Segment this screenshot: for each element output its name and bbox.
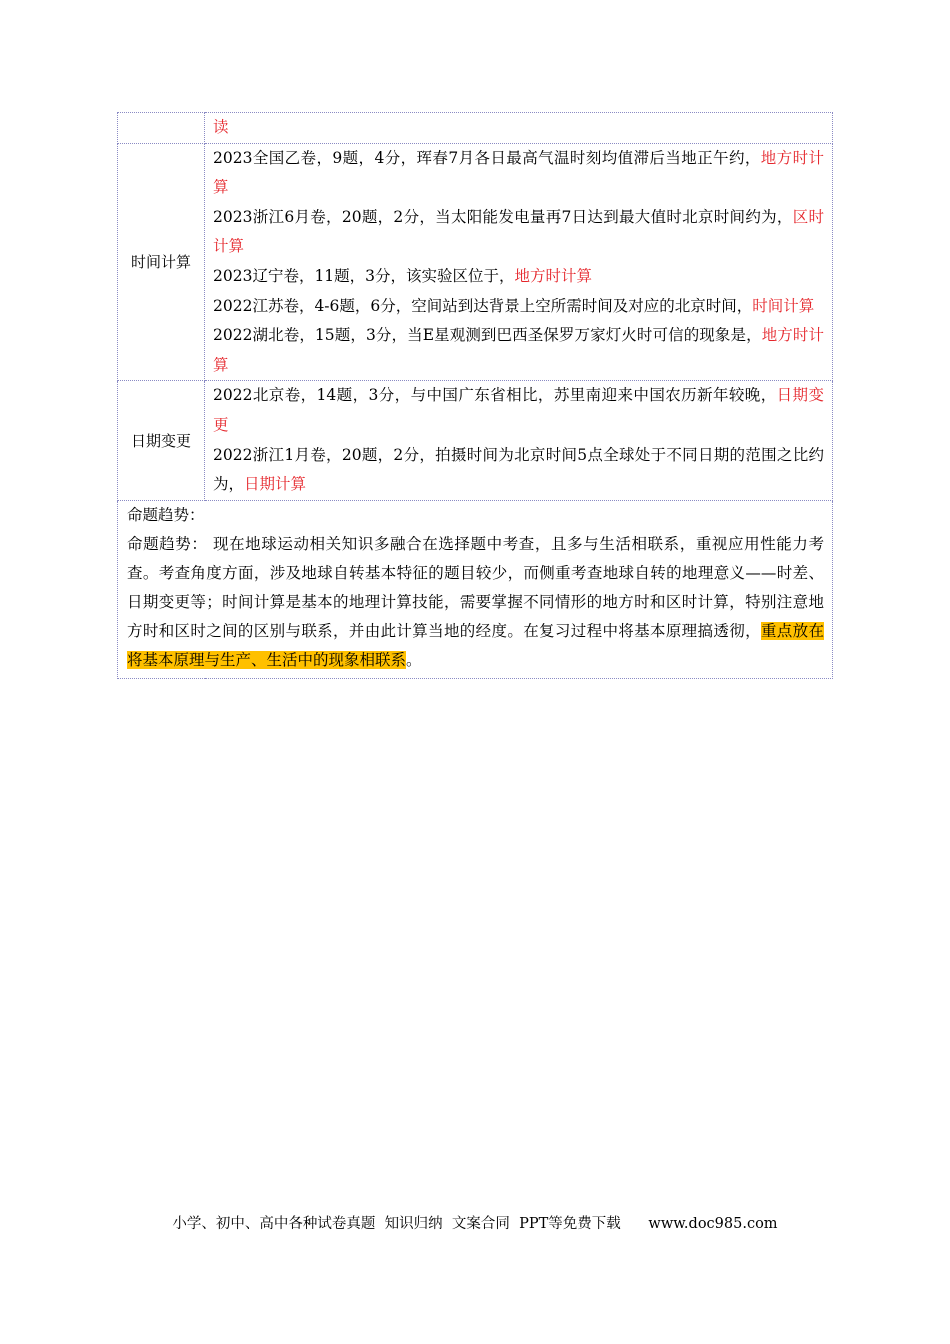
item-tag: 地方时计算 [213,326,824,374]
list-item [213,292,824,322]
table-row [118,500,833,678]
item-text: 2023浙江6月卷，20题，2分，当太阳能发电量再7日达到最大值时北京时间约为， [213,207,793,226]
table-cell [205,113,833,144]
category-date-change: 日期变更 [118,381,205,500]
table-cell [205,381,833,500]
item-tag: 地方时计算 [213,148,824,197]
item-tag: 日期变更 [213,386,824,434]
page-footer: 小学、初中、高中各种试卷真题 知识归纳 文案合同 PPT等免费下载 www.doc985.com [172,1216,778,1232]
item-tag: 地方时计算 [514,266,593,285]
trend-heading: 命题趋势： [127,505,205,524]
list-item [213,381,824,440]
trend-end: 。 [406,650,422,669]
item-text: 2022湖北卷，15题，3分，当E星观测到巴西圣保罗万家灯火时可信的现象是， [213,326,762,345]
category-time-calc: 时间计算 [118,143,205,381]
table-row [118,143,833,381]
list-item [213,441,824,500]
item-text: 2023全国乙卷，9题，4分，珲春7月各日最高气温时刻均值滞后当地正午约， [213,148,761,167]
exam-analysis-table [117,112,833,679]
continued-text: 读 [213,118,229,136]
trend-paragraph [127,530,824,675]
item-tag: 时间计算 [752,296,815,315]
list-item [213,321,824,380]
table-row [118,113,833,144]
trend-cell [118,500,833,678]
item-text: 2022北京卷，14题，3分，与中国广东省相比，苏里南迎来中国农历新年较晚， [213,386,777,405]
empty-category-cell [118,113,205,144]
list-item [213,144,824,203]
item-tag: 日期计算 [244,475,307,494]
item-text: 2022江苏卷，4-6题，6分，空间站到达背景上空所需时间及对应的北京时间， [213,296,753,315]
trend-lead: 命题趋势： 现在地球运动相关知识多融合在选择题中考查，且多与生活相联系，重视应用性能力考查。考查角度方面，涉及地球自转基本特征的题目较少，而侧重考查地球自转的地理意义——时差、日期变更等；时间计算是基本的地理计算技能，需要掌握不同情形的地方时和区时计算，特别注意地方时和区时之间的区别与联系，并由此计算当地的经度。在复习过程中将基本原理搞透彻， [127,534,824,640]
table-cell [205,143,833,381]
item-tag: 区时计算 [213,207,824,256]
table-row [118,381,833,500]
list-item [213,262,824,292]
item-text: 2023辽宁卷，11题，3分，该实验区位于， [213,266,515,285]
list-item [213,203,824,262]
trend-highlight: 重点放在将基本原理与生产、生活中的现象相联系 [127,621,824,669]
item-text: 2022浙江1月卷，20题，2分，拍摄时间为北京时间5点全球处于不同日期的范围之比约为， [213,445,824,494]
